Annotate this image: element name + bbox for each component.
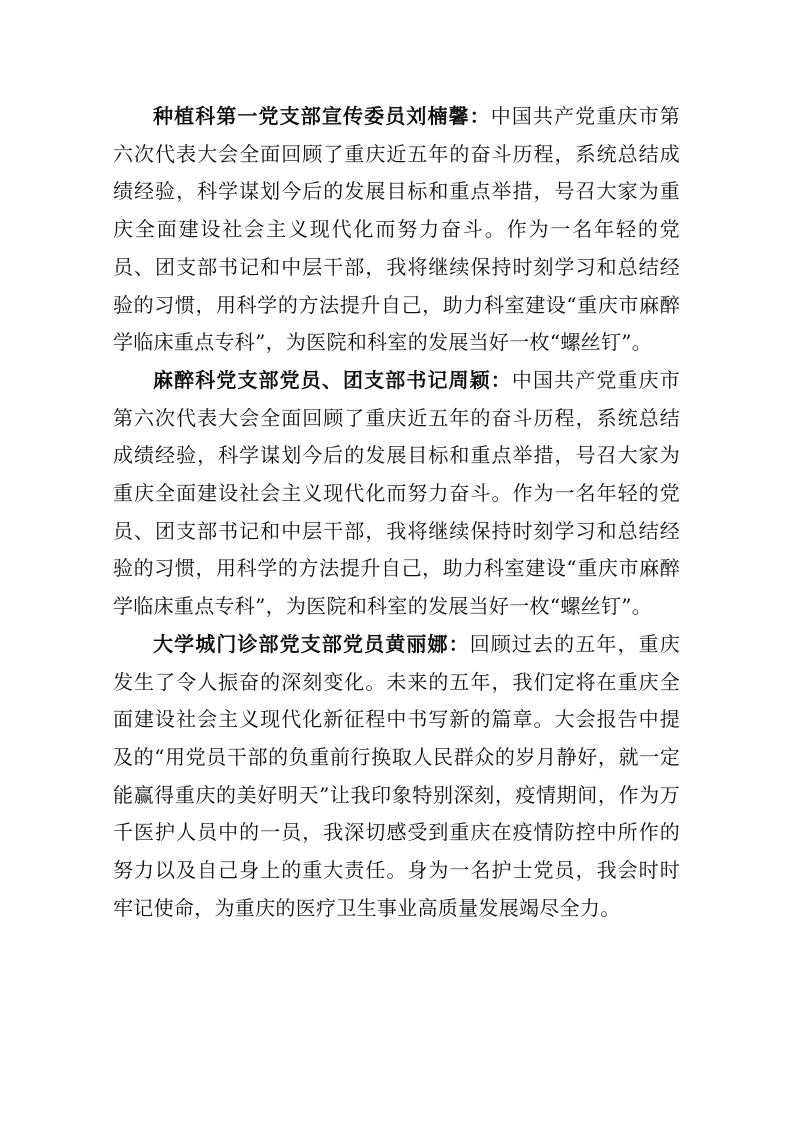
paragraph-liu-nanxin bbox=[113, 98, 680, 362]
speaker-name: 麻醉科党支部党员、团支部书记周颖： bbox=[153, 367, 512, 392]
paragraph-huang-lina bbox=[113, 626, 680, 928]
paragraph-text: 中国共产党重庆市第六次代表大会全面回顾了重庆近五年的奋斗历程，系统总结成绩经验，科学谋划今后的发展目标和重点举措，号召大家为重庆全面建设社会主义现代化而努力奋斗。作为一名年轻的党员、团支部书记和中层干部，我将继续保持时刻学习和总结经验的习惯，用科学的方法提升自己，助力科室建设“重庆市麻醉学临床重点专科”，为医院和科室的发展当好一枚“螺丝钉”。 bbox=[113, 104, 680, 355]
paragraph-zhou-ying bbox=[113, 362, 680, 626]
speaker-name: 大学城门诊部党支部党员黄丽娜： bbox=[153, 631, 470, 656]
paragraph-text: 中国共产党重庆市第六次代表大会全面回顾了重庆近五年的奋斗历程，系统总结成绩经验，科学谋划今后的发展目标和重点举措，号召大家为重庆全面建设社会主义现代化而努力奋斗。作为一名年轻的党员、团支部书记和中层干部，我将继续保持时刻学习和总结经验的习惯，用科学的方法提升自己，助力科室建设“重庆市麻醉学临床重点专科”，为医院和科室的发展当好一枚“螺丝钉”。 bbox=[113, 367, 680, 619]
paragraph-text: 回顾过去的五年，重庆发生了令人振奋的深刻变化。未来的五年，我们定将在重庆全面建设社会主义现代化新征程中书写新的篇章。大会报告中提及的“用党员干部的负重前行换取人民群众的岁月静好，就一定能赢得重庆的美好明天”让我印象特别深刻，疫情期间，作为万千医护人员中的一员，我深切感受到重庆在疫情防控中所作的努力以及自己身上的重大责任。身为一名护士党员，我会时时牢记使命，为重庆的医疗卫生事业高质量发展竭尽全力。 bbox=[113, 631, 680, 920]
speaker-name: 种植科第一党支部宣传委员刘楠馨： bbox=[153, 104, 491, 128]
